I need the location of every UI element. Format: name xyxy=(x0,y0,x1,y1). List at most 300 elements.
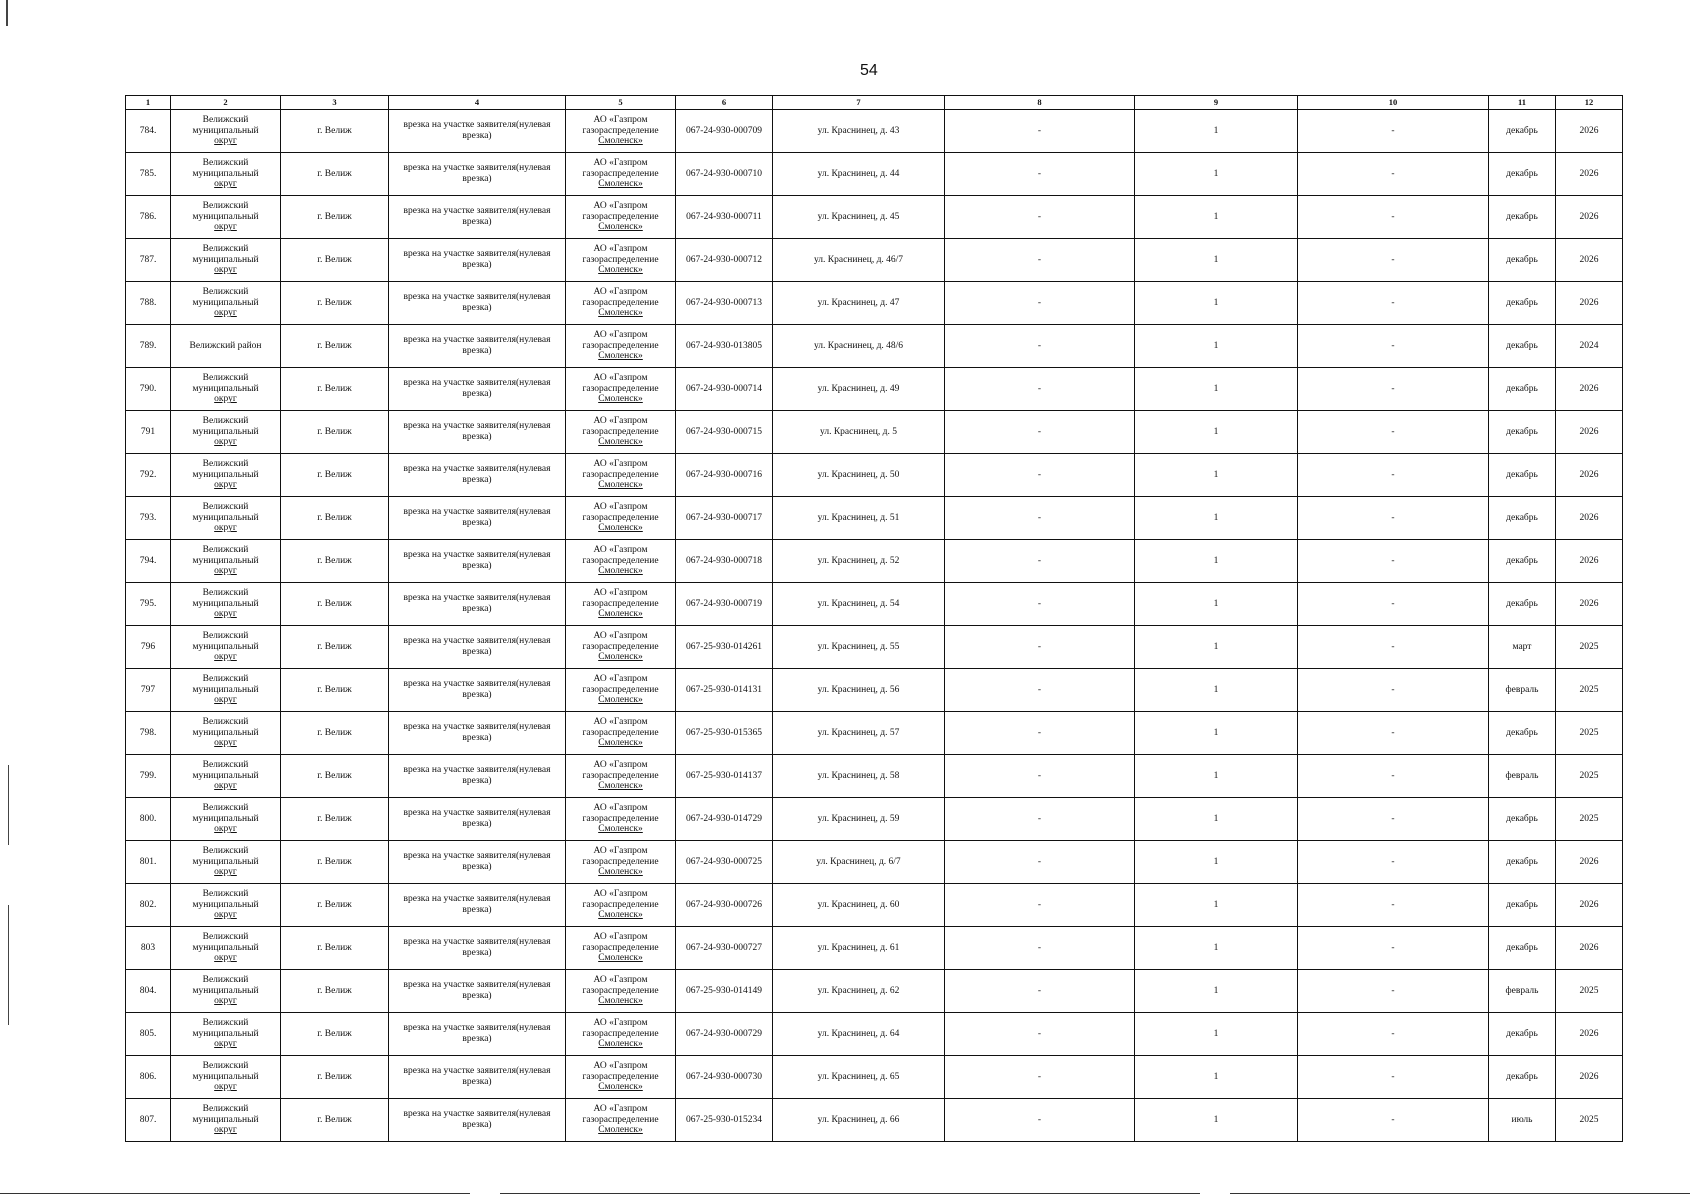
district-cell xyxy=(171,325,281,368)
row-number-cell: 798. xyxy=(126,712,171,755)
district-cell-line: муниципальный xyxy=(192,856,259,867)
organization-cell-line: газораспределение xyxy=(582,770,659,781)
district-cell-line: округ xyxy=(214,437,237,448)
organization-cell-line: Смоленск» xyxy=(598,695,643,706)
work-type-cell-line: (нулевая врезка) xyxy=(462,1109,551,1130)
organization-cell-line: АО «Газпром xyxy=(593,157,648,168)
column-8-cell: - xyxy=(945,1099,1135,1142)
month-cell: декабрь xyxy=(1489,927,1556,970)
object-code-cell: 067-25-930-015234 xyxy=(676,1099,773,1142)
scan-edge-mark xyxy=(8,765,9,845)
column-10-cell: - xyxy=(1298,755,1489,798)
table-row xyxy=(126,368,1623,411)
address-cell: ул. Краснинец, д. 46/7 xyxy=(773,239,945,282)
row-number-cell: 786. xyxy=(126,196,171,239)
town-cell: г. Велиж xyxy=(281,454,389,497)
organization-cell-line: Смоленск» xyxy=(598,996,643,1007)
column-10-cell: - xyxy=(1298,454,1489,497)
work-type-cell-line: врезка на участке заявителя xyxy=(403,335,517,346)
district-cell-line: округ xyxy=(214,609,237,620)
district-cell-line: Велижский xyxy=(202,1103,249,1114)
organization-cell xyxy=(566,454,676,497)
year-cell: 2025 xyxy=(1556,1099,1623,1142)
row-number-cell: 794. xyxy=(126,540,171,583)
address-cell: ул. Краснинец, д. 60 xyxy=(773,884,945,927)
organization-cell-line: Смоленск» xyxy=(598,652,643,663)
organization-cell-line: АО «Газпром xyxy=(593,329,648,340)
organization-cell-line: газораспределение xyxy=(582,942,659,953)
column-header: 7 xyxy=(773,96,945,110)
object-code-cell: 067-24-930-000725 xyxy=(676,841,773,884)
work-type-cell xyxy=(389,669,566,712)
town-cell: г. Велиж xyxy=(281,798,389,841)
column-10-cell: - xyxy=(1298,411,1489,454)
object-code-cell: 067-24-930-013805 xyxy=(676,325,773,368)
month-cell: декабрь xyxy=(1489,411,1556,454)
address-cell: ул. Краснинец, д. 54 xyxy=(773,583,945,626)
organization-cell-line: Смоленск» xyxy=(598,1125,643,1136)
work-type-cell-line: врезка на участке заявителя xyxy=(403,378,517,389)
organization-cell-line: газораспределение xyxy=(582,383,659,394)
work-type-cell xyxy=(389,927,566,970)
district-cell-line: муниципальный xyxy=(192,641,259,652)
organization-cell-line: АО «Газпром xyxy=(593,544,648,555)
column-10-cell: - xyxy=(1298,970,1489,1013)
organization-cell-line: АО «Газпром xyxy=(593,1060,648,1071)
column-10-cell: - xyxy=(1298,927,1489,970)
year-cell: 2026 xyxy=(1556,153,1623,196)
column-8-cell: - xyxy=(945,626,1135,669)
column-9-cell: 1 xyxy=(1135,454,1298,497)
object-code-cell: 067-24-930-000717 xyxy=(676,497,773,540)
district-cell-line: муниципальный xyxy=(192,1114,259,1125)
work-type-cell-line: врезка на участке заявителя xyxy=(403,722,517,733)
district-cell-line: округ xyxy=(214,652,237,663)
scan-bottom-rule xyxy=(0,1193,470,1194)
organization-cell-line: Смоленск» xyxy=(598,351,643,362)
address-cell: ул. Краснинец, д. 49 xyxy=(773,368,945,411)
organization-cell-line: АО «Газпром xyxy=(593,1103,648,1114)
table-row xyxy=(126,798,1623,841)
organization-cell xyxy=(566,282,676,325)
table-row xyxy=(126,153,1623,196)
work-type-cell-line: (нулевая врезка) xyxy=(462,851,551,872)
district-cell xyxy=(171,1099,281,1142)
column-9-cell: 1 xyxy=(1135,110,1298,153)
address-cell: ул. Краснинец, д. 56 xyxy=(773,669,945,712)
work-type-cell-line: врезка на участке заявителя xyxy=(403,593,517,604)
work-type-cell-line: врезка на участке заявителя xyxy=(403,679,517,690)
column-9-cell: 1 xyxy=(1135,841,1298,884)
row-number-cell: 785. xyxy=(126,153,171,196)
address-cell: ул. Краснинец, д. 45 xyxy=(773,196,945,239)
district-cell xyxy=(171,841,281,884)
organization-cell-line: газораспределение xyxy=(582,555,659,566)
organization-cell-line: газораспределение xyxy=(582,512,659,523)
district-cell-line: округ xyxy=(214,308,237,319)
year-cell: 2026 xyxy=(1556,1056,1623,1099)
district-cell-line: муниципальный xyxy=(192,985,259,996)
work-type-cell-line: (нулевая врезка) xyxy=(462,808,551,829)
district-cell-line: Велижский xyxy=(202,544,249,555)
district-cell-line: муниципальный xyxy=(192,254,259,265)
organization-cell-line: АО «Газпром xyxy=(593,974,648,985)
column-9-cell: 1 xyxy=(1135,1013,1298,1056)
district-cell-line: Велижский xyxy=(202,501,249,512)
district-cell-line: Велижский xyxy=(202,802,249,813)
district-cell-line: Велижский xyxy=(202,415,249,426)
organization-cell xyxy=(566,540,676,583)
organization-cell-line: газораспределение xyxy=(582,340,659,351)
column-8-cell: - xyxy=(945,325,1135,368)
column-header: 9 xyxy=(1135,96,1298,110)
address-cell: ул. Краснинец, д. 57 xyxy=(773,712,945,755)
table-row xyxy=(126,497,1623,540)
work-type-cell-line: (нулевая врезка) xyxy=(462,292,551,313)
column-9-cell: 1 xyxy=(1135,583,1298,626)
organization-cell-line: АО «Газпром xyxy=(593,286,648,297)
year-cell: 2026 xyxy=(1556,411,1623,454)
district-cell-line: муниципальный xyxy=(192,598,259,609)
district-cell-line: округ xyxy=(214,824,237,835)
organization-cell xyxy=(566,411,676,454)
column-header: 5 xyxy=(566,96,676,110)
organization-cell-line: Смоленск» xyxy=(598,1039,643,1050)
organization-cell-line: АО «Газпром xyxy=(593,587,648,598)
district-cell-line: муниципальный xyxy=(192,684,259,695)
address-cell: ул. Краснинец, д. 64 xyxy=(773,1013,945,1056)
work-type-cell-line: врезка на участке заявителя xyxy=(403,292,517,303)
district-cell-line: округ xyxy=(214,523,237,534)
row-number-cell: 784. xyxy=(126,110,171,153)
organization-cell xyxy=(566,712,676,755)
organization-cell xyxy=(566,583,676,626)
address-cell: ул. Краснинец, д. 66 xyxy=(773,1099,945,1142)
work-type-cell-line: врезка на участке заявителя xyxy=(403,937,517,948)
district-cell-line: Велижский xyxy=(202,845,249,856)
work-type-cell-line: врезка на участке заявителя xyxy=(403,120,517,131)
town-cell: г. Велиж xyxy=(281,1099,389,1142)
district-cell-line: округ xyxy=(214,1125,237,1136)
table-row xyxy=(126,325,1623,368)
table-row xyxy=(126,540,1623,583)
work-type-cell-line: (нулевая врезка) xyxy=(462,765,551,786)
work-type-cell xyxy=(389,196,566,239)
work-type-cell-line: (нулевая врезка) xyxy=(462,335,551,356)
header-row xyxy=(126,96,1623,110)
year-cell: 2026 xyxy=(1556,196,1623,239)
column-8-cell: - xyxy=(945,927,1135,970)
organization-cell-line: газораспределение xyxy=(582,813,659,824)
organization-cell xyxy=(566,1099,676,1142)
month-cell: декабрь xyxy=(1489,1056,1556,1099)
object-code-cell: 067-24-930-000718 xyxy=(676,540,773,583)
work-type-cell xyxy=(389,497,566,540)
column-8-cell: - xyxy=(945,841,1135,884)
district-cell xyxy=(171,196,281,239)
district-cell-line: Велижский xyxy=(202,157,249,168)
organization-cell-line: АО «Газпром xyxy=(593,501,648,512)
year-cell: 2026 xyxy=(1556,282,1623,325)
column-9-cell: 1 xyxy=(1135,368,1298,411)
table-row xyxy=(126,239,1623,282)
column-header: 11 xyxy=(1489,96,1556,110)
month-cell: декабрь xyxy=(1489,540,1556,583)
district-cell xyxy=(171,239,281,282)
town-cell: г. Велиж xyxy=(281,1056,389,1099)
month-cell: декабрь xyxy=(1489,196,1556,239)
organization-cell-line: АО «Газпром xyxy=(593,673,648,684)
town-cell: г. Велиж xyxy=(281,411,389,454)
column-8-cell: - xyxy=(945,497,1135,540)
month-cell: декабрь xyxy=(1489,1013,1556,1056)
work-type-cell-line: (нулевая врезка) xyxy=(462,206,551,227)
organization-cell-line: АО «Газпром xyxy=(593,630,648,641)
address-cell: ул. Краснинец, д. 65 xyxy=(773,1056,945,1099)
work-type-cell xyxy=(389,1099,566,1142)
column-9-cell: 1 xyxy=(1135,712,1298,755)
organization-cell-line: газораспределение xyxy=(582,1114,659,1125)
organization-cell-line: газораспределение xyxy=(582,684,659,695)
column-8-cell: - xyxy=(945,583,1135,626)
object-code-cell: 067-24-930-000711 xyxy=(676,196,773,239)
organization-cell xyxy=(566,798,676,841)
district-cell-line: муниципальный xyxy=(192,297,259,308)
column-10-cell: - xyxy=(1298,712,1489,755)
object-code-cell: 067-24-930-000729 xyxy=(676,1013,773,1056)
town-cell: г. Велиж xyxy=(281,196,389,239)
work-type-cell-line: врезка на участке заявителя xyxy=(403,1066,517,1077)
column-9-cell: 1 xyxy=(1135,1099,1298,1142)
organization-cell-line: Смоленск» xyxy=(598,609,643,620)
table-row xyxy=(126,927,1623,970)
work-type-cell-line: врезка на участке заявителя xyxy=(403,550,517,561)
row-number-cell: 790. xyxy=(126,368,171,411)
year-cell: 2024 xyxy=(1556,325,1623,368)
month-cell: февраль xyxy=(1489,755,1556,798)
district-cell xyxy=(171,798,281,841)
district-cell-line: муниципальный xyxy=(192,770,259,781)
column-8-cell: - xyxy=(945,110,1135,153)
work-type-cell-line: (нулевая врезка) xyxy=(462,163,551,184)
district-cell-line: округ xyxy=(214,265,237,276)
district-cell-line: муниципальный xyxy=(192,555,259,566)
year-cell: 2025 xyxy=(1556,669,1623,712)
column-8-cell: - xyxy=(945,1013,1135,1056)
row-number-cell: 799. xyxy=(126,755,171,798)
column-8-cell: - xyxy=(945,282,1135,325)
column-9-cell: 1 xyxy=(1135,669,1298,712)
month-cell: декабрь xyxy=(1489,884,1556,927)
row-number-cell: 796 xyxy=(126,626,171,669)
district-cell-line: Велижский xyxy=(202,931,249,942)
table-row xyxy=(126,411,1623,454)
organization-cell-line: АО «Газпром xyxy=(593,200,648,211)
organization-cell-line: АО «Газпром xyxy=(593,458,648,469)
address-cell: ул. Краснинец, д. 61 xyxy=(773,927,945,970)
district-cell xyxy=(171,282,281,325)
column-10-cell: - xyxy=(1298,239,1489,282)
column-header: 8 xyxy=(945,96,1135,110)
town-cell: г. Велиж xyxy=(281,884,389,927)
column-10-cell: - xyxy=(1298,368,1489,411)
column-header: 3 xyxy=(281,96,389,110)
town-cell: г. Велиж xyxy=(281,841,389,884)
district-cell-line: муниципальный xyxy=(192,211,259,222)
organization-cell-line: газораспределение xyxy=(582,856,659,867)
row-number-cell: 787. xyxy=(126,239,171,282)
table-row xyxy=(126,110,1623,153)
column-9-cell: 1 xyxy=(1135,282,1298,325)
address-cell: ул. Краснинец, д. 48/6 xyxy=(773,325,945,368)
row-number-cell: 791 xyxy=(126,411,171,454)
work-type-cell-line: (нулевая врезка) xyxy=(462,1066,551,1087)
column-header: 10 xyxy=(1298,96,1489,110)
district-cell-line: муниципальный xyxy=(192,426,259,437)
organization-cell-line: Смоленск» xyxy=(598,394,643,405)
column-9-cell: 1 xyxy=(1135,497,1298,540)
district-cell xyxy=(171,368,281,411)
object-code-cell: 067-24-930-000710 xyxy=(676,153,773,196)
organization-cell-line: газораспределение xyxy=(582,1071,659,1082)
work-type-cell-line: врезка на участке заявителя xyxy=(403,1109,517,1120)
organization-cell xyxy=(566,153,676,196)
work-type-cell-line: врезка на участке заявителя xyxy=(403,1023,517,1034)
table-row xyxy=(126,196,1623,239)
scan-bottom-rule xyxy=(1230,1193,1690,1194)
organization-cell xyxy=(566,841,676,884)
row-number-cell: 792. xyxy=(126,454,171,497)
month-cell: декабрь xyxy=(1489,841,1556,884)
work-type-cell-line: врезка на участке заявителя xyxy=(403,851,517,862)
organization-cell-line: АО «Газпром xyxy=(593,1017,648,1028)
address-cell: ул. Краснинец, д. 52 xyxy=(773,540,945,583)
column-10-cell: - xyxy=(1298,884,1489,927)
column-8-cell: - xyxy=(945,798,1135,841)
column-9-cell: 1 xyxy=(1135,884,1298,927)
work-type-cell-line: врезка на участке заявителя xyxy=(403,163,517,174)
town-cell: г. Велиж xyxy=(281,626,389,669)
column-8-cell: - xyxy=(945,239,1135,282)
organization-cell-line: АО «Газпром xyxy=(593,802,648,813)
object-code-cell: 067-24-930-000719 xyxy=(676,583,773,626)
table-row xyxy=(126,626,1623,669)
column-8-cell: - xyxy=(945,884,1135,927)
organization-cell-line: газораспределение xyxy=(582,168,659,179)
column-8-cell: - xyxy=(945,755,1135,798)
row-number-cell: 797 xyxy=(126,669,171,712)
work-type-cell xyxy=(389,583,566,626)
district-cell-line: округ xyxy=(214,910,237,921)
district-cell-line: округ xyxy=(214,738,237,749)
organization-cell-line: Смоленск» xyxy=(598,1082,643,1093)
column-10-cell: - xyxy=(1298,669,1489,712)
organization-cell-line: газораспределение xyxy=(582,469,659,480)
column-9-cell: 1 xyxy=(1135,540,1298,583)
column-10-cell: - xyxy=(1298,540,1489,583)
organization-cell xyxy=(566,755,676,798)
district-cell-line: округ xyxy=(214,222,237,233)
work-type-cell xyxy=(389,626,566,669)
district-cell-line: Велижский xyxy=(202,200,249,211)
column-10-cell: - xyxy=(1298,282,1489,325)
month-cell: декабрь xyxy=(1489,110,1556,153)
district-cell xyxy=(171,884,281,927)
column-8-cell: - xyxy=(945,368,1135,411)
object-code-cell: 067-24-930-000727 xyxy=(676,927,773,970)
district-cell-line: округ xyxy=(214,1082,237,1093)
column-10-cell: - xyxy=(1298,626,1489,669)
object-code-cell: 067-24-930-000716 xyxy=(676,454,773,497)
district-cell-line: округ xyxy=(214,566,237,577)
table-body xyxy=(126,110,1623,1142)
organization-cell-line: АО «Газпром xyxy=(593,931,648,942)
object-code-cell: 067-24-930-000715 xyxy=(676,411,773,454)
row-number-cell: 788. xyxy=(126,282,171,325)
work-type-cell xyxy=(389,239,566,282)
district-cell-line: Велижский xyxy=(202,1060,249,1071)
row-number-cell: 800. xyxy=(126,798,171,841)
work-type-cell-line: (нулевая врезка) xyxy=(462,249,551,270)
organization-cell xyxy=(566,626,676,669)
organization-cell-line: газораспределение xyxy=(582,899,659,910)
work-type-cell xyxy=(389,841,566,884)
year-cell: 2026 xyxy=(1556,927,1623,970)
row-number-cell: 793. xyxy=(126,497,171,540)
column-10-cell: - xyxy=(1298,325,1489,368)
object-code-cell: 067-24-930-000713 xyxy=(676,282,773,325)
month-cell: декабрь xyxy=(1489,153,1556,196)
organization-cell-line: Смоленск» xyxy=(598,953,643,964)
column-9-cell: 1 xyxy=(1135,196,1298,239)
town-cell: г. Велиж xyxy=(281,239,389,282)
column-header: 12 xyxy=(1556,96,1623,110)
district-cell-line: Велижский xyxy=(202,458,249,469)
work-type-cell-line: (нулевая врезка) xyxy=(462,120,551,141)
table-row xyxy=(126,970,1623,1013)
table-row xyxy=(126,712,1623,755)
column-header: 4 xyxy=(389,96,566,110)
work-type-cell-line: (нулевая врезка) xyxy=(462,507,551,528)
district-cell-line: округ xyxy=(214,996,237,1007)
organization-cell-line: Смоленск» xyxy=(598,480,643,491)
town-cell: г. Велиж xyxy=(281,669,389,712)
row-number-cell: 805. xyxy=(126,1013,171,1056)
row-number-cell: 801. xyxy=(126,841,171,884)
district-cell-line: Велижский район xyxy=(189,340,262,351)
organization-cell-line: Смоленск» xyxy=(598,738,643,749)
work-type-cell-line: (нулевая врезка) xyxy=(462,937,551,958)
month-cell: декабрь xyxy=(1489,798,1556,841)
work-type-cell-line: (нулевая врезка) xyxy=(462,980,551,1001)
month-cell: декабрь xyxy=(1489,583,1556,626)
work-type-cell xyxy=(389,282,566,325)
object-code-cell: 067-24-930-000730 xyxy=(676,1056,773,1099)
address-cell: ул. Краснинец, д. 43 xyxy=(773,110,945,153)
column-8-cell: - xyxy=(945,1056,1135,1099)
organization-cell xyxy=(566,669,676,712)
town-cell: г. Велиж xyxy=(281,153,389,196)
row-number-cell: 804. xyxy=(126,970,171,1013)
table-row xyxy=(126,755,1623,798)
district-cell-line: Велижский xyxy=(202,114,249,125)
town-cell: г. Велиж xyxy=(281,583,389,626)
district-cell-line: округ xyxy=(214,953,237,964)
work-type-cell xyxy=(389,1056,566,1099)
address-cell: ул. Краснинец, д. 47 xyxy=(773,282,945,325)
object-code-cell: 067-25-930-015365 xyxy=(676,712,773,755)
table-row xyxy=(126,841,1623,884)
